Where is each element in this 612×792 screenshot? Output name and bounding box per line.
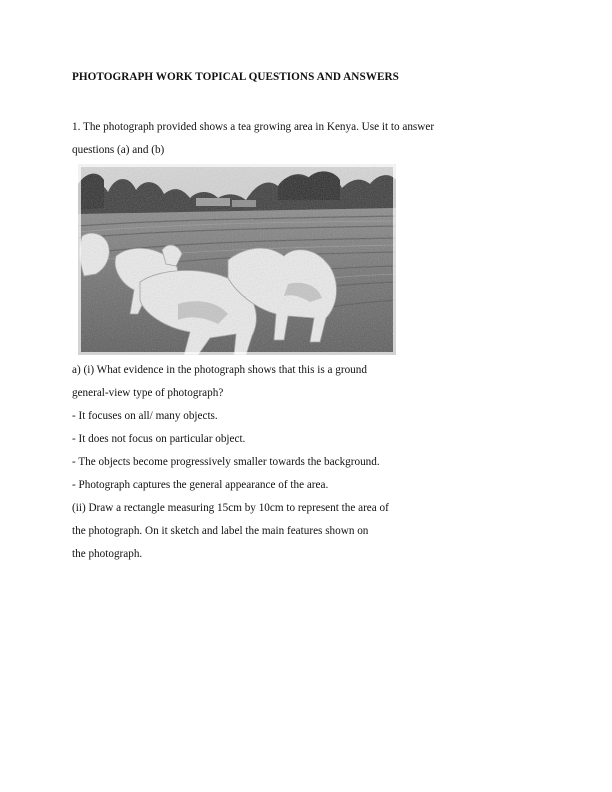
part-a-i-question-line-1: a) (i) What evidence in the photograph shows that this is a ground [72,364,367,376]
document-title: PHOTOGRAPH WORK TOPICAL QUESTIONS AND ANSWERS [72,71,399,83]
part-a-ii-line-2: the photograph. On it sketch and label the main features shown on [72,525,369,537]
answer-item: - It focuses on all/ many objects. [72,410,218,422]
question-1-intro-line-2: questions (a) and (b) [72,144,165,156]
answer-item: - It does not focus on particular object. [72,433,246,445]
part-a-ii-line-1: (ii) Draw a rectangle measuring 15cm by 10cm to represent the area of [72,502,389,514]
answer-item: - The objects become progressively smaller towards the background. [72,456,380,468]
tea-growing-area-photograph [78,164,396,355]
answer-item: - Photograph captures the general appearance of the area. [72,479,329,491]
question-1-intro-line-1: 1. The photograph provided shows a tea growing area in Kenya. Use it to answer [72,121,435,133]
part-a-i-question-line-2: general-view type of photograph? [72,387,224,399]
part-a-ii-line-3: the photograph. [72,548,143,560]
